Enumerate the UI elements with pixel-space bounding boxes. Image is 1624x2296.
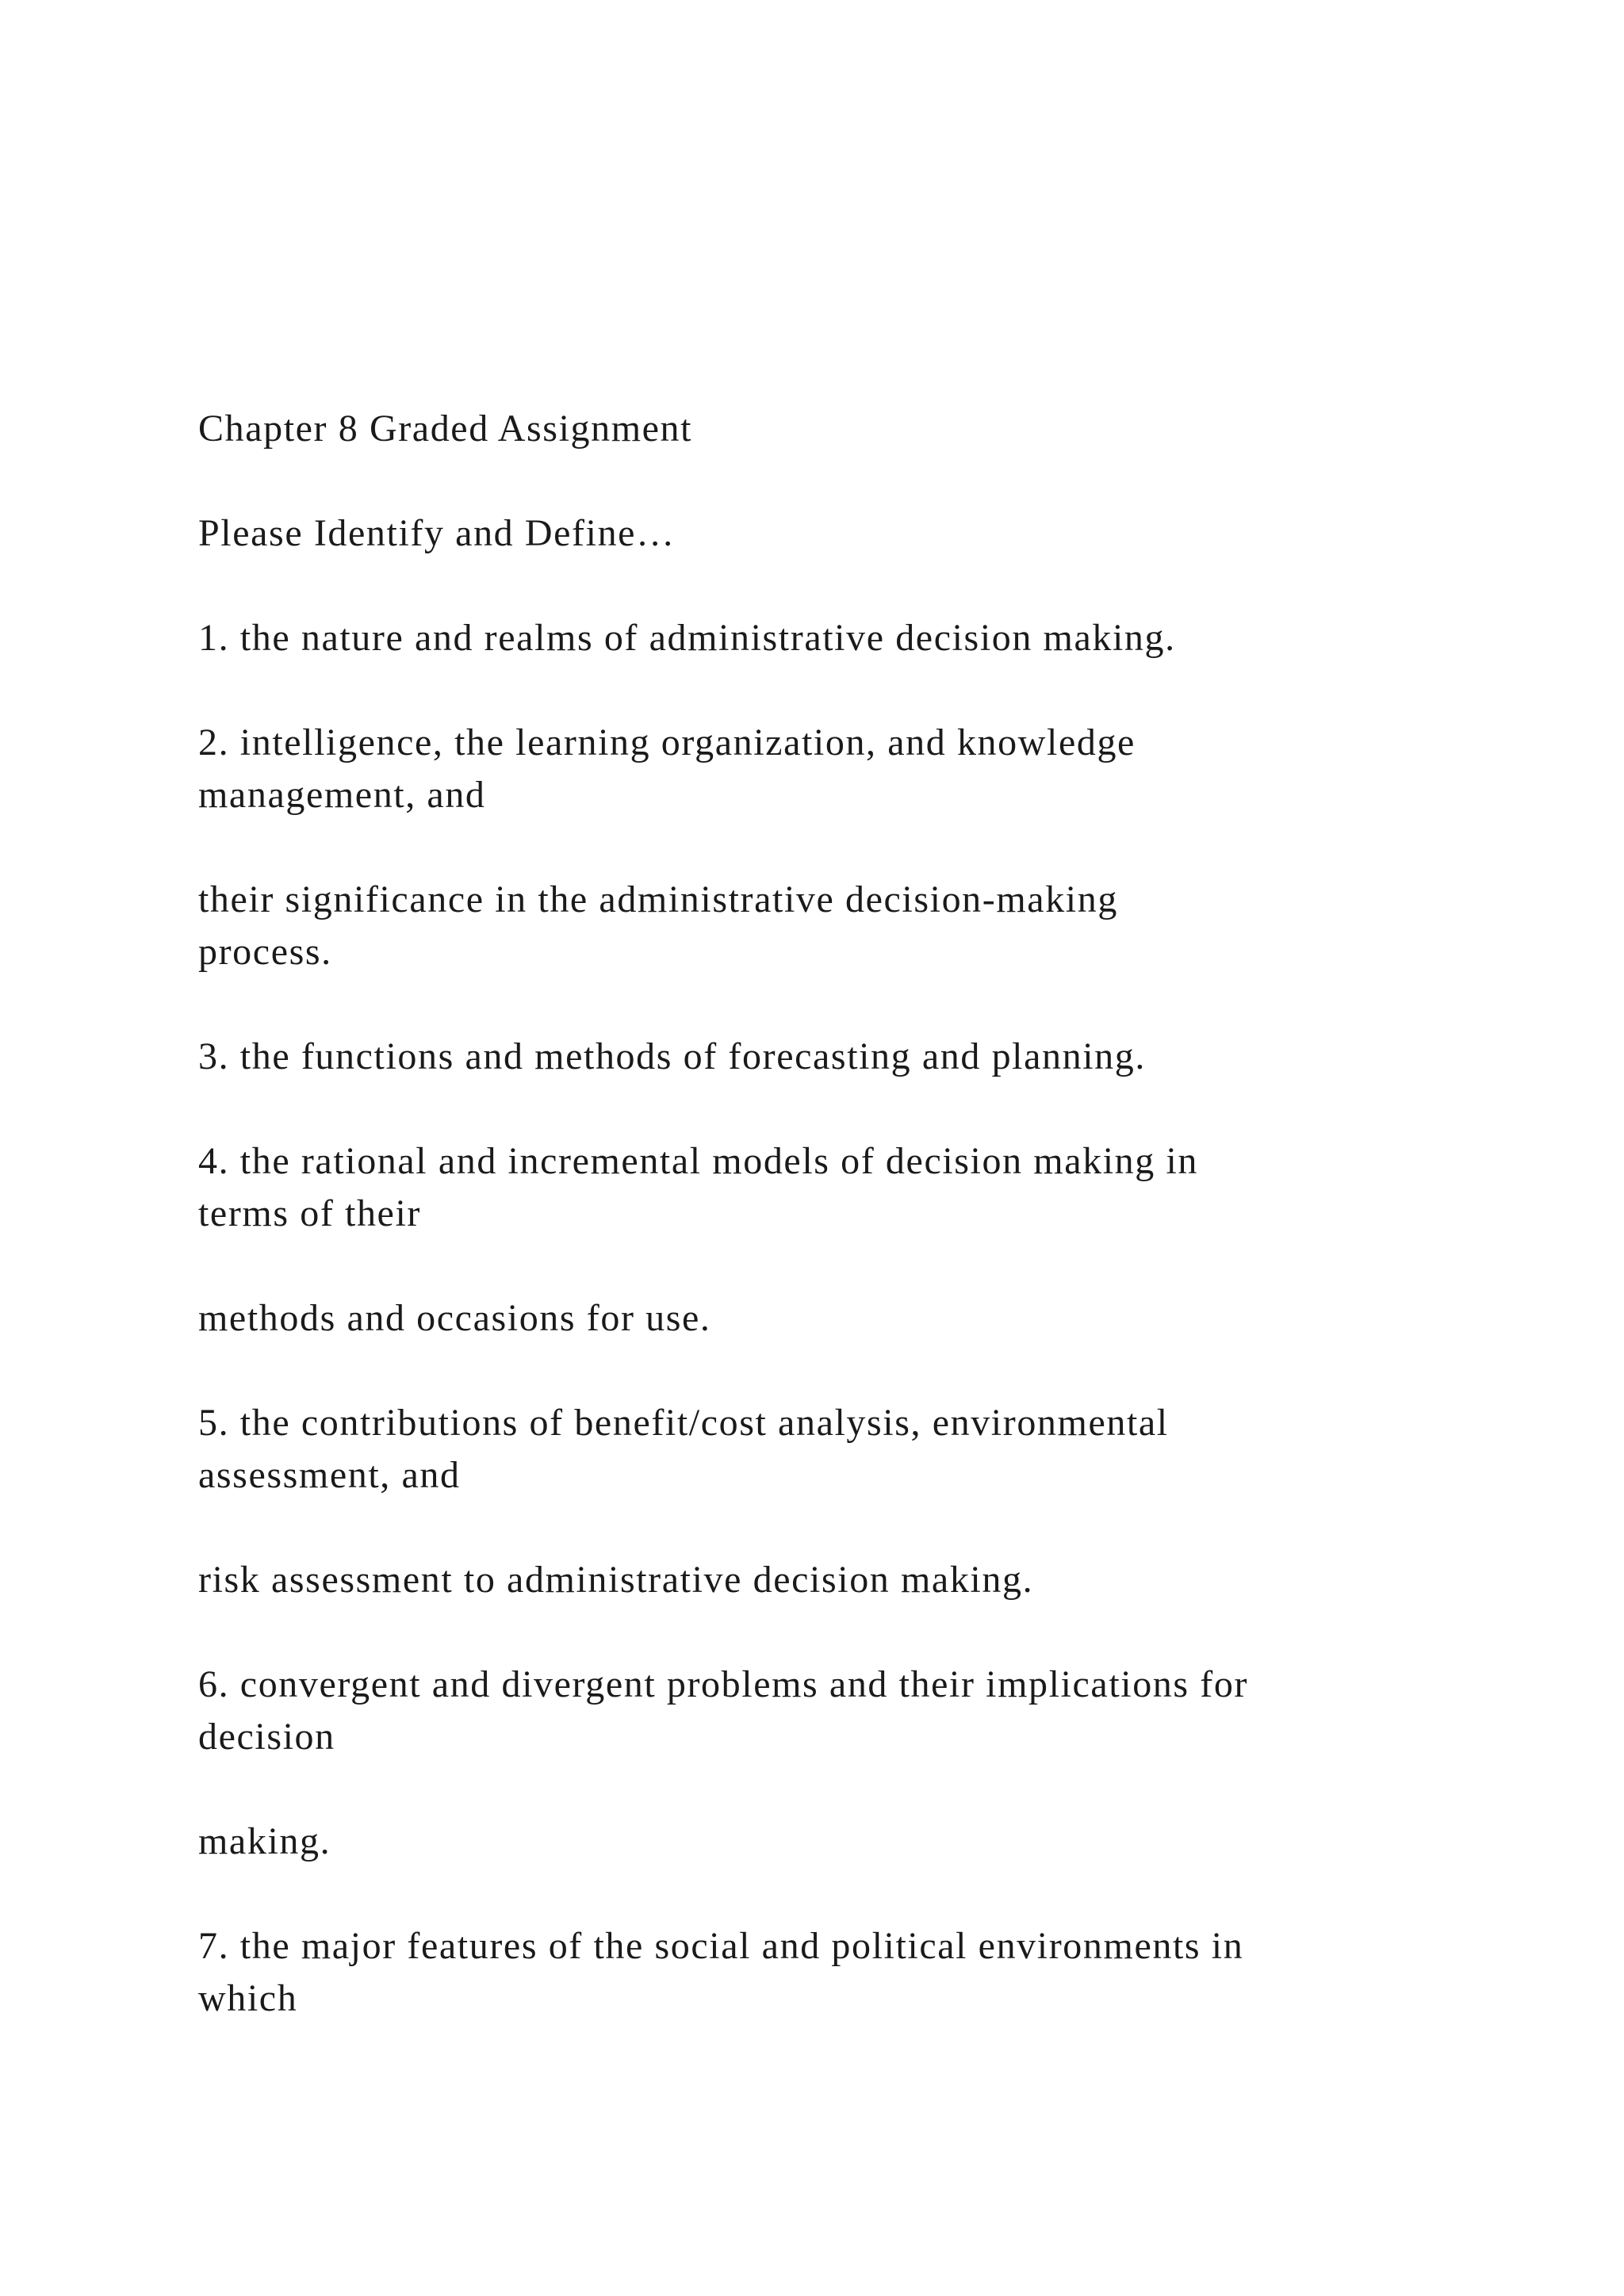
paragraph-item-2-continued: their significance in the administrative decision-making process.	[198, 878, 1118, 973]
paragraph-item-3: 3. the functions and methods of forecasting and planning.	[198, 1035, 1146, 1077]
paragraph-item-2: 2. intelligence, the learning organization, and knowledge management, and	[198, 721, 1136, 816]
paragraph-item-4-continued: methods and occasions for use.	[198, 1297, 711, 1339]
paragraph-item-7: 7. the major features of the social and political environments in which	[198, 1925, 1244, 2019]
paragraph-item-4: 4. the rational and incremental models of decision making in terms of their	[198, 1140, 1199, 1234]
assignment-prompt: Please Identify and Define…	[198, 512, 676, 554]
paragraph-item-5: 5. the contributions of benefit/cost analysis, environmental assessment, and	[198, 1402, 1169, 1496]
paragraph-item-6: 6. convergent and divergent problems and their implications for decision	[198, 1663, 1249, 1758]
paragraph-item-1: 1. the nature and realms of administrative decision making.	[198, 617, 1176, 659]
document-body	[198, 403, 1467, 2077]
paragraph-item-5-continued: risk assessment to administrative decision making.	[198, 1559, 1034, 1601]
document-title: Chapter 8 Graded Assignment	[198, 408, 693, 450]
paragraph-item-6-continued: making.	[198, 1820, 331, 1862]
